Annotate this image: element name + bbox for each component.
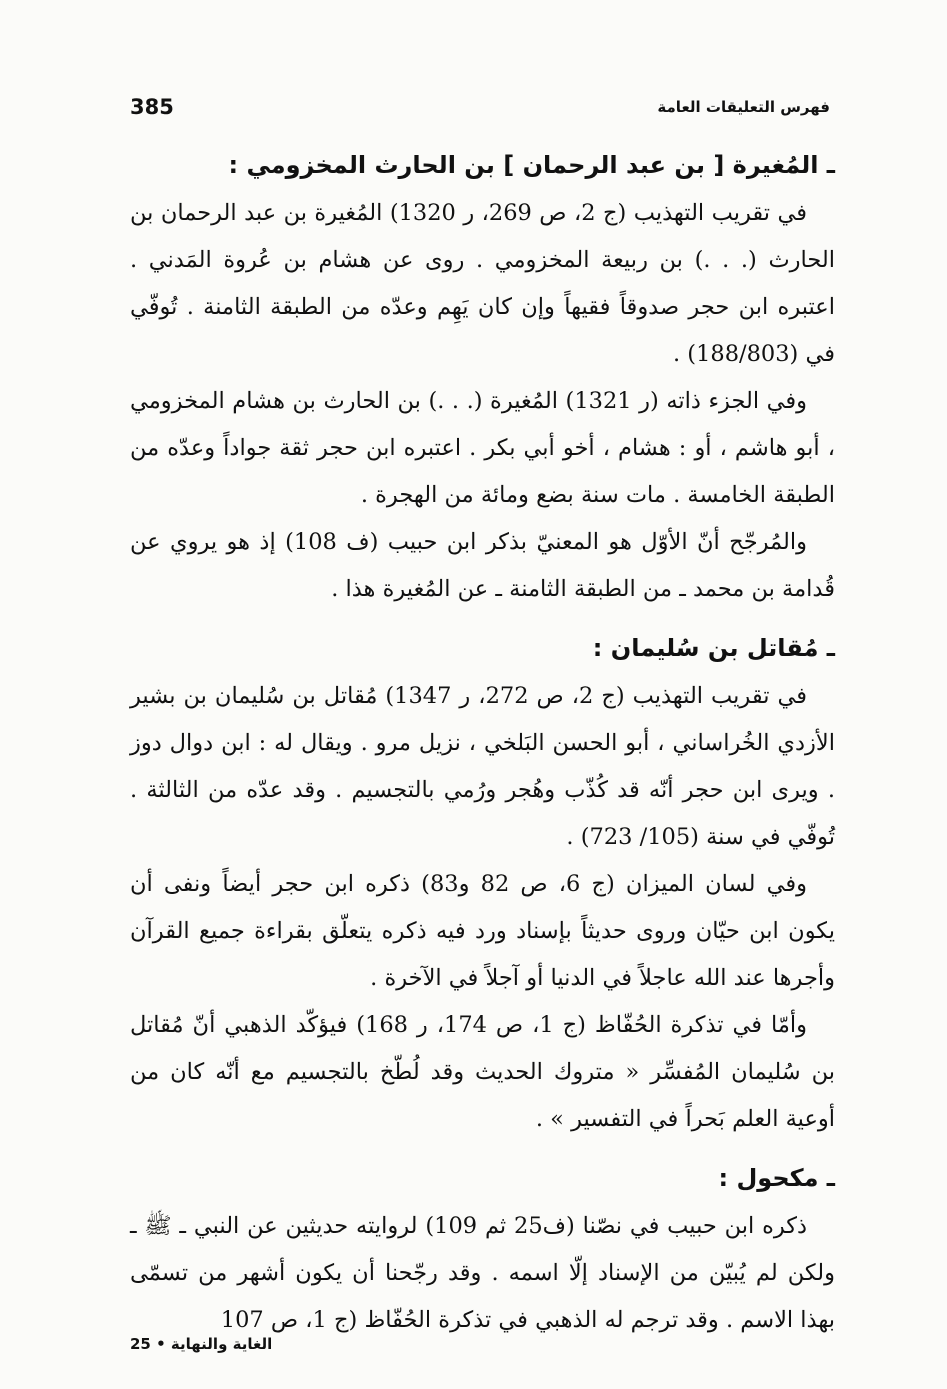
entry-muqatil (130, 623, 835, 1143)
entry-title: ـ مكحول : (718, 1164, 835, 1192)
entry-title: ـ مُقاتل بن سُليمان : (592, 634, 835, 662)
footer-text: 25 • الغاية والنهاية (130, 1335, 273, 1353)
page-footer (130, 1330, 830, 1358)
paragraph: وأمّا في تذكرة الحُفّاظ (ج 1، ص 174، ر 168) فيؤكّد الذهبي أنّ مُقاتل بن سُليمان المُفسِّر « متروك الحديث وقد لُطّخ بالتجسيم مع أنّه كان من أوعية العلم بَحراً في التفسير » . (130, 1012, 835, 1132)
entry-mughira (130, 140, 835, 613)
page-body (130, 140, 835, 1354)
paragraph: في تقريب التهذيب (ج 2، ص 272، ر 1347) مُقاتل بن سُليمان بن بشير الأزدي الخُراساني ، أبو الحسن البَلخي ، نزيل مرو . ويقال له : ابن دوال دوز . ويرى ابن حجر أنّه قد كُذّب وهُجر ورُمي بالتجسيم . وقد عدّه من الثالثة . تُوفّي في سنة (105/ 723) . (130, 683, 835, 850)
paragraph: ذكره ابن حبيب في نصّنا (ف25 ثم 109) لروايته حديثين عن النبي ـ ﷺ ـ ولكن لم يُبيّن من الإسناد إلّا اسمه . وقد رجّحنا أن يكون أشهر من تسمّى بهذا الاسم . وقد ترجم له الذهبي في تذكرة الحُفّاظ (ج 1، ص 107 (130, 1213, 835, 1333)
entry-title: ـ المُغيرة [ بن عبد الرحمان ] بن الحارث المخزومي : (228, 151, 835, 179)
entry-makhul (130, 1153, 835, 1344)
running-title: فهرس التعليقات العامة (657, 98, 830, 116)
paragraph: في تقريب التهذيب (ج 2، ص 269، ر 1320) المُغيرة بن عبد الرحمان بن الحارث (. . .) بن ربيعة المخزومي . روى عن هشام بن عُروة المَدني . اعتبره ابن حجر صدوقاً فقيهاً وإن كان يَهِم وعدّه من الطبقة الثامنة . تُوفّي في (188/803) . (130, 200, 835, 367)
paragraph: وفي لسان الميزان (ج 6، ص 82 و83) ذكره ابن حجر أيضاً ونفى أن يكون ابن حيّان وروى حديثاً بإسناد ورد فيه ذكره يتعلّق بقراءة جميع القرآن وأجرها عند الله عاجلاً في الدنيا أو آجلاً في الآخرة . (130, 871, 835, 991)
paragraph: والمُرجّح أنّ الأوّل هو المعنيّ بذكر ابن حبيب (ف 108) إذ هو يروي عن قُدامة بن محمد ـ من الطبقة الثامنة ـ عن المُغيرة هذا . (130, 529, 835, 602)
page-number: 385 (130, 95, 174, 119)
page-header (130, 92, 830, 122)
paragraph: وفي الجزء ذاته (ر 1321) المُغيرة (. . .) بن الحارث بن هشام المخزومي ، أبو هاشم ، أو : هشام ، أخو أبي بكر . اعتبره ابن حجر ثقة جواداً وعدّه من الطبقة الخامسة . مات سنة بضع ومائة من الهجرة . (130, 388, 835, 508)
